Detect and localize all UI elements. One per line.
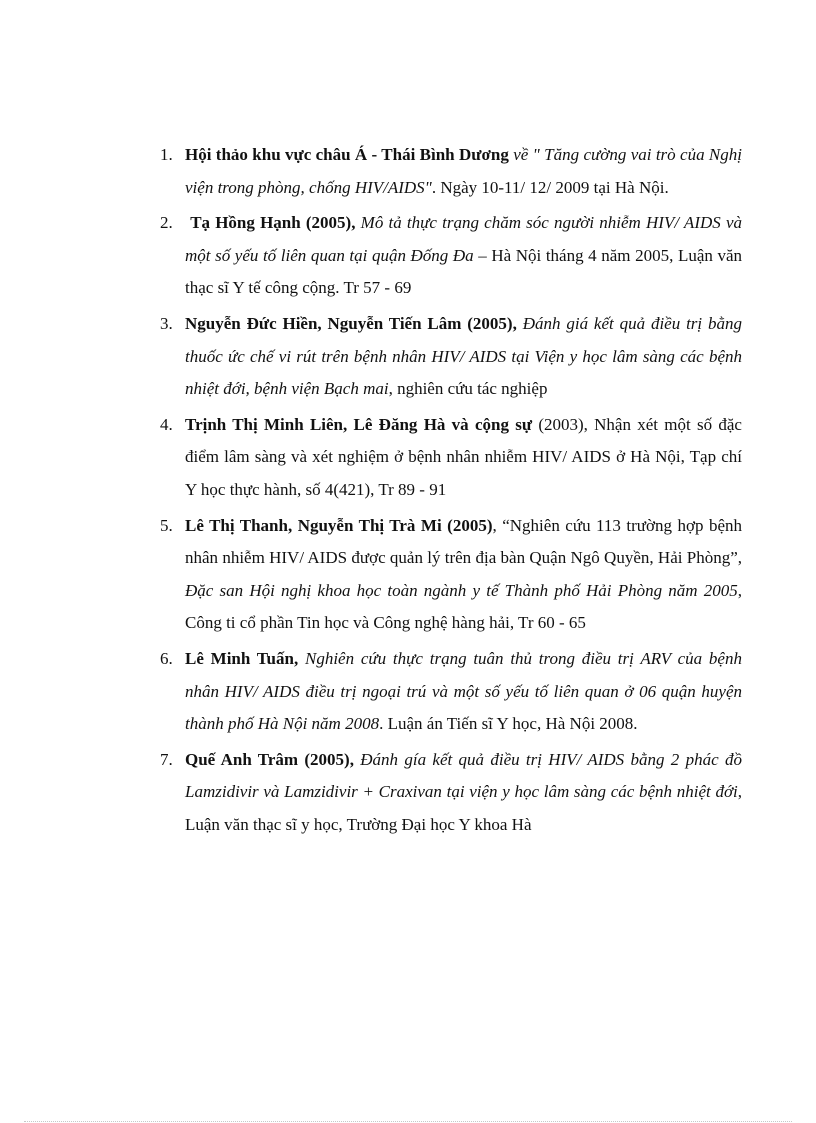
reference-details: , Công ti cổ phần Tin học và Công nghệ hàng hải, Tr 60 - 65 <box>185 580 742 633</box>
reference-authors: Lê Thị Thanh, Nguyễn Thị Trà Mi (2005) <box>185 515 493 535</box>
reference-number: 5. <box>160 515 173 535</box>
reference-item <box>150 510 742 640</box>
reference-authors: Tạ Hồng Hạnh (2005), <box>185 213 356 233</box>
reference-authors: Lê Minh Tuấn, <box>185 648 299 668</box>
reference-title: , “Nghiên cứu 113 trường hợp bệnh nhân nhiễm HIV/ AIDS được quản lý trên địa bàn Quận Ngô Quyền, Hải Phòng”, <box>185 515 743 568</box>
reference-number: 3. <box>160 313 173 333</box>
reference-details: . Ngày 10-11/ 12/ 2009 tại Hà Nội. <box>431 177 669 197</box>
reference-authors: Quế Anh Trâm (2005), <box>185 749 354 769</box>
reference-source: Đặc san Hội nghị khoa học toàn ngành y tế Thành phố Hải Phòng năm 2005 <box>185 580 738 600</box>
reference-text <box>185 643 742 741</box>
reference-item <box>150 139 742 204</box>
reference-item <box>150 207 742 305</box>
reference-title: Nghiên cứu thực trạng tuân thủ trong điều trị ARV của bệnh nhân HIV/ AIDS điều trị ngoại trú và một số yếu tố liên quan ở 06 quận huyện thành phố Hà Nội năm 2008 <box>185 648 742 734</box>
reference-details: , Luận văn thạc sĩ y học, Trường Đại học Y khoa Hà <box>185 782 742 834</box>
reference-number: 2. <box>160 213 173 233</box>
reference-text <box>185 139 742 204</box>
reference-item <box>150 409 742 507</box>
reference-details: , nghiên cứu tác nghiệp <box>388 379 548 399</box>
reference-number: 7. <box>160 749 173 769</box>
reference-authors: Hội thảo khu vực châu Á - Thái Bình Dương <box>185 145 509 164</box>
reference-text <box>185 409 742 507</box>
reference-number: 1. <box>160 145 173 164</box>
reference-number: 4. <box>160 414 173 434</box>
reference-title: về " Tăng cường vai trò của Nghị viện trong phòng, chống HIV/AIDS" <box>185 145 742 197</box>
reference-authors: Nguyễn Đức Hiền, Nguyễn Tiến Lâm (2005), <box>185 313 517 333</box>
reference-details: – Hà Nội tháng 4 năm 2005, Luận văn thạc sĩ Y tế công cộng. Tr 57 - 69 <box>185 245 742 298</box>
reference-number: 6. <box>160 648 173 668</box>
reference-title: Đánh giá kết quả điều trị bằng thuốc ức chế vi rút trên bệnh nhân HIV/ AIDS tại Viện y học lâm sàng các bệnh nhiệt đới, bệnh viện Bạch mai <box>185 313 743 399</box>
reference-item <box>150 744 742 842</box>
reference-text <box>185 744 742 842</box>
reference-item <box>150 643 742 741</box>
reference-list <box>150 139 742 844</box>
reference-details: (2003), Nhận xét một số đặc điểm lâm sàng và xét nghiệm ở bệnh nhân nhiễm HIV/ AIDS ở Hà Nội, Tạp chí Y học thực hành, số 4(421), Tr 89 - 91 <box>185 414 742 499</box>
page-bottom-divider <box>24 1121 792 1122</box>
reference-title: Mô tả thực trạng chăm sóc người nhiễm HIV/ AIDS và một số yếu tố liên quan tại quận Đống Đa <box>185 213 742 265</box>
reference-text <box>185 510 742 640</box>
reference-text <box>185 308 742 406</box>
reference-item <box>150 308 742 406</box>
reference-authors: Trịnh Thị Minh Liên, Lê Đăng Hà và cộng sự <box>185 414 533 434</box>
reference-title: Đánh gía kết quả điều trị HIV/ AIDS bằng 2 phác đồ Lamzidivir và Lamzidivir + Craxivan tại viện y học lâm sàng các bệnh nhiệt đới <box>185 749 742 802</box>
reference-details: . Luận án Tiến sĩ Y học, Hà Nội 2008. <box>379 714 638 734</box>
reference-text <box>185 207 742 305</box>
